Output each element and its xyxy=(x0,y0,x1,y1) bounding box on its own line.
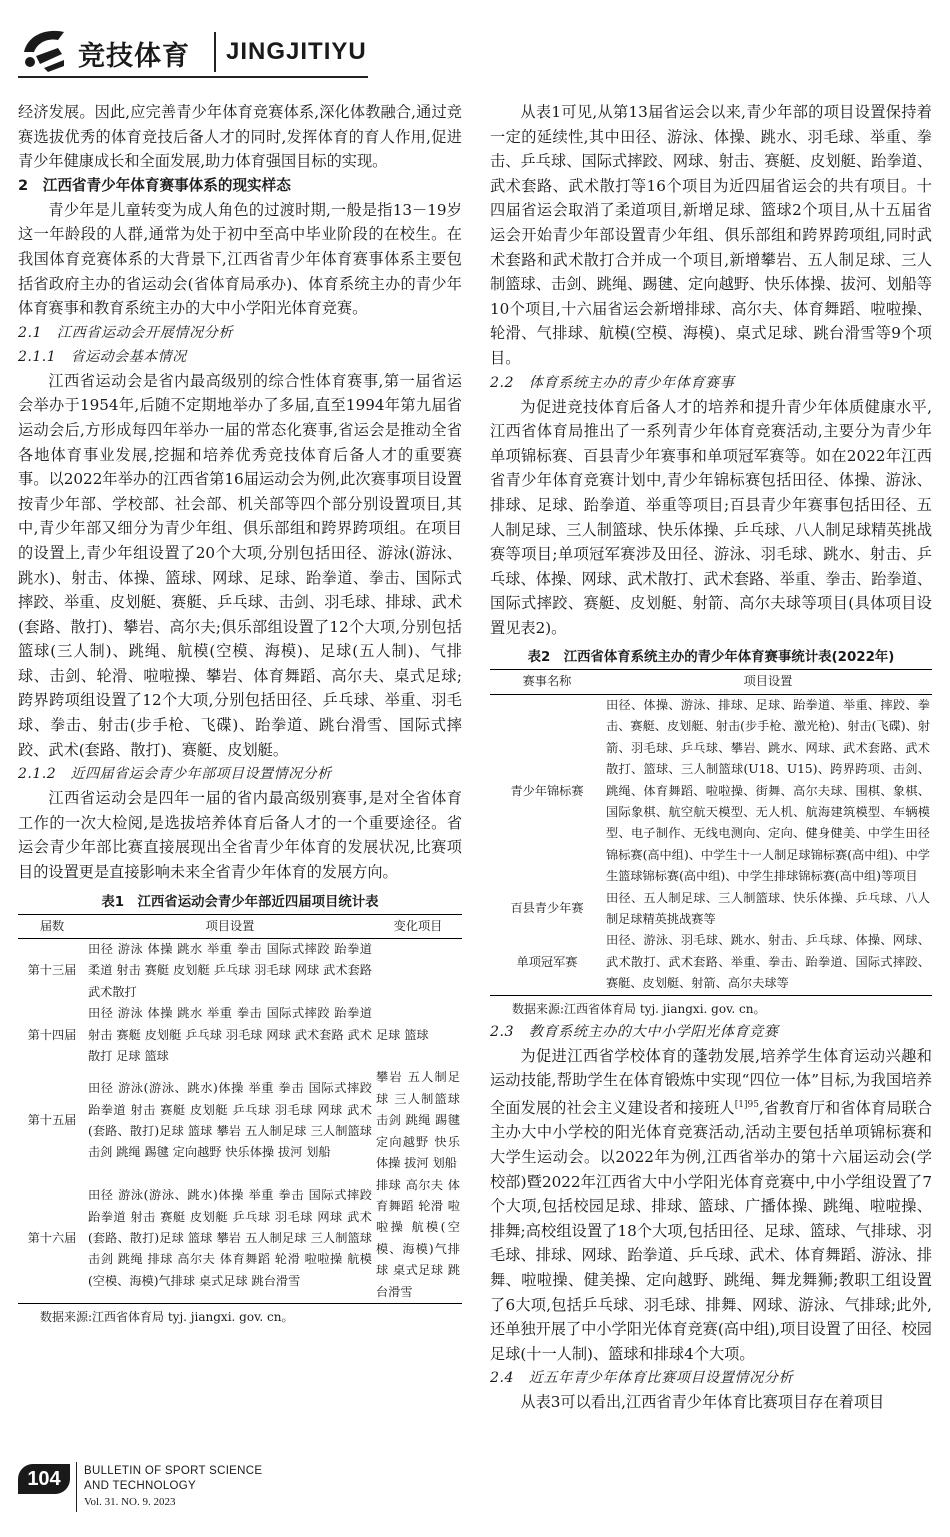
table-row xyxy=(490,694,932,887)
table-2-name-cell: 单项冠军赛 xyxy=(490,930,604,995)
table-2-header-events: 项目设置 xyxy=(604,670,932,694)
table-2-events-cell: 田径、体操、游泳、排球、足球、跆拳道、举重、摔跤、拳击、赛艇、皮划艇、射击(步手枪、激光枪)、射击(飞碟)、射箭、羽毛球、乒乓球、攀岩、跳水、网球、武术套路、武术散打、篮球、三人制篮球(U18、U15)、跨界跨项、击剑、跳绳、体育舞蹈、啦啦操、街舞、高尔夫球、围棋、象棋、国际象棋、航空航天模型、无人机、航海建筑模型、车辆模型、电子制作、无线电测向、定向、健身健美、中学生田径锦标赛(高中组)、中学生十一人制足球锦标赛(高中组)、中学生篮球锦标赛(高中组)、中学生排球锦标赛(高中组)等项目 xyxy=(606,697,930,884)
table-1-changes-cell xyxy=(374,939,462,1004)
section-2-4-heading: 2.4 近五年青少年体育比赛项目设置情况分析 xyxy=(490,1370,794,1387)
table-1-edition-cell: 第十五届 xyxy=(27,1113,77,1128)
section-2-3-paragraph xyxy=(490,1044,932,1367)
section-2-1-2-heading: 2.1.2 近四届省运会青少年部项目设置情况分析 xyxy=(18,766,332,783)
table-2-events-cell: 田径、游泳、羽毛球、跳水、射击、乒乓球、体操、网球、武术散打、武术套路、举重、拳击、跆拳道、国际式摔跤、赛艇、皮划艇、射箭、高尔夫球等 xyxy=(604,930,932,995)
section-2-2-paragraph: 为促进竞技体育后备人才的培养和提升青少年体质健康水平,江西省体育局推出了一系列青少年体育竞赛活动,主要分为青少年单项锦标赛、百县青少年赛事和单项冠军赛等。如在2022年江西省青少年体育竞赛计划中,青少年锦标赛包括田径、体操、游泳、排球、足球、跆拳道、举重等项目;百县青少年赛事包括田径、五人制足球、三人制篮球、快乐体操、乒乓球、八人制足球精英挑战赛等项目;单项冠军赛涉及田径、游泳、羽毛球、跳水、射击、乒乓球、体操、网球、武术散打、武术套路、举重、拳击、跆拳道、国际式摔跤、赛艇、皮划艇、射箭、高尔夫球等项目(具体项目设置见表2)。 xyxy=(490,397,932,637)
section-2-paragraph: 青少年是儿童转变为成人角色的过渡时期,一般是指13－19岁这一年龄段的人群,通常为处于初中至高中毕业阶段的在校生。在我国体育竞赛体系的大背景下,江西省青少年体育赛事体系主要包括省政府主办的省运动会(省体育局承办)、体育系统主办的青少年体育赛事和教育系统主办的大中小学阳光体育竞赛。 xyxy=(18,200,462,318)
table-1-edition-cell: 第十六届 xyxy=(18,1175,86,1304)
section-2-3-text-a: 为促进江西省学校体育的蓬勃发展,培养学生体育运动兴趣和运动技能,帮助学生在体育锻炼中实现“四位一体”目标,为我国培养全面发展的社会主义建设者和接班人 xyxy=(490,1046,932,1117)
section-2-heading: 2 江西省青少年体育赛事体系的现实样态 xyxy=(18,176,291,194)
table-1-changes-cell: 足球 篮球 xyxy=(376,1027,429,1042)
section-2-3-heading: 2.3 教育系统主办的大中小学阳光体育竞赛 xyxy=(490,1023,779,1040)
bulletin-line-2: AND TECHNOLOGY xyxy=(84,1480,196,1492)
journal-bulletin-name xyxy=(84,1464,262,1494)
page-footer xyxy=(18,1462,318,1522)
table-1-header-changes: 变化项目 xyxy=(374,914,462,938)
table-row xyxy=(490,888,932,931)
section-2-2-heading: 2.2 体育系统主办的青少年体育赛事 xyxy=(490,374,735,391)
table-1-changes-cell: 攀岩 五人制足球 三人制篮球 击剑 跳绳 踢毽 定向越野 快乐体操 拔河 划船 xyxy=(376,1070,460,1171)
header-rule xyxy=(18,76,368,78)
table-1-header-edition: 届数 xyxy=(18,914,86,938)
table-1-edition-cell: 第十四届 xyxy=(27,1027,77,1042)
table-1-changes-cell: 排球 高尔夫 体育舞蹈 轮滑 啦啦操 航模(空模、海模)气排球 桌式足球 跳台滑雪 xyxy=(374,1175,462,1304)
table-1-events-cell: 田径 游泳 体操 跳水 举重 拳击 国际式摔跤 跆拳道 柔道 射击 赛艇 皮划艇 乒乓球 羽毛球 网球 武术套路 武术散打 xyxy=(88,942,372,999)
left-column xyxy=(18,100,462,1328)
right-column xyxy=(490,100,932,1415)
section-2-1-1-paragraph: 江西省运动会是省内最高级别的综合性体育赛事,第一届省运会举办于1954年,后随不定期地举办了多届,直至1994年第九届省运动会后,方形成每四年举办一届的常态化赛事,省运会是推动全省各地体育事业发展,挖掘和培养优秀竞技体育后备人才的重要赛事。以2022年举办的江西省第16届运动会为例,此次赛事项目设置按青少年部、学校部、社会部、机关部等四个部分别设置项目,其中,青少年部又细分为青少年组、俱乐部组和跨界跨项组。在项目的设置上,青少年组设置了20个大项,分别包括田径、游泳(游泳、跳水)、射击、体操、篮球、网球、足球、跆拳道、拳击、国际式摔跤、举重、皮划艇、赛艇、乒乓球、击剑、羽毛球、排球、武术(套路、散打)、攀岩、高尔夫;俱乐部组设置了12个大项,分别包括篮球(三人制)、跳绳、航模(空模、海模)、足球(五人制)、气排球、击剑、轮滑、啦啦操、攀岩、体育舞蹈、高尔夫、桌式足球;跨界跨项组设置了12个大项,分别包括田径、乒乓球、举重、羽毛球、拳击、射击(步手枪、飞碟)、跆拳道、跳台滑雪、国际式摔跤、武术(套路、散打)、赛艇、皮划艇。 xyxy=(18,371,462,759)
table-1-edition-cell: 第十三届 xyxy=(27,963,77,978)
journal-logo-icon xyxy=(18,22,70,74)
table-2 xyxy=(490,669,932,995)
table-2-events-cell: 田径、五人制足球、三人制篮球、快乐体操、乒乓球、八人制足球精英挑战赛等 xyxy=(606,890,930,926)
intro-paragraph: 经济发展。因此,应完善青少年体育竞赛体系,深化体教融合,通过竞赛选拔优秀的体育竞技后备人才的同时,发挥体育的育人作用,促进青少年健康成长和全面发展,助力体育强国目标的实现。 xyxy=(18,103,462,171)
section-2-1-heading: 2.1 江西省运动会开展情况分析 xyxy=(18,324,234,341)
table-row xyxy=(18,1067,462,1174)
table-1-events-cell: 田径 游泳(游泳、跳水)体操 举重 拳击 国际式摔跤 跆拳道 射击 赛艇 皮划艇 乒乓球 羽毛球 网球 武术(套路、散打)足球 篮球 攀岩 五人制足球 三人制篮球 击剑 跳绳 排球 高尔夫 体育舞蹈 轮滑 啦啦操 航模(空模、海模)气排球 桌式足球 跳台滑雪 xyxy=(86,1175,374,1304)
journal-title-en: JINGJITIYU xyxy=(226,38,367,65)
table-2-name-cell: 青少年锦标赛 xyxy=(510,783,584,798)
table-row xyxy=(18,1175,462,1304)
table-1-header-events: 项目设置 xyxy=(86,914,374,938)
journal-header xyxy=(18,20,378,82)
table-row xyxy=(18,939,462,1004)
section-2-4-paragraph: 从表3可以看出,江西省青少年体育比赛项目存在着项目 xyxy=(520,1393,885,1412)
section-2-1-1-heading: 2.1.1 省运动会基本情况 xyxy=(18,348,187,365)
table-1-source: 数据来源:江西省体育局 tyj. jiangxi. gov. cn。 xyxy=(40,1309,294,1324)
citation-ref: [1]95 xyxy=(734,1099,759,1110)
table-row xyxy=(490,930,932,995)
table-2-source: 数据来源:江西省体育局 tyj. jiangxi. gov. cn。 xyxy=(512,1001,766,1016)
journal-title-cn: 竞技体育 xyxy=(78,41,190,72)
table-1-caption: 表1 江西省运动会青少年部近四届项目统计表 xyxy=(101,894,379,910)
section-2-1-2-paragraph: 江西省运动会是四年一届的省内最高级别赛事,是对全省体育工作的一次大检阅,是选拔培养体育后备人才的一个重要途径。省运会青少年部比赛直接展现出全省青少年体育的发展状况,比赛项目的设置更是直接影响未来全省青少年体育的发展方向。 xyxy=(18,789,462,882)
volume-info: Vol. 31. NO. 9. 2023 xyxy=(84,1496,176,1508)
table-row xyxy=(18,1003,462,1067)
table-2-caption: 表2 江西省体育系统主办的青少年体育赛事统计表(2022年) xyxy=(527,650,895,666)
footer-divider xyxy=(76,1462,77,1512)
table-2-name-cell: 百县青少年赛 xyxy=(510,901,584,916)
bulletin-line-1: BULLETIN OF SPORT SCIENCE xyxy=(84,1465,263,1477)
header-divider xyxy=(214,32,216,72)
page-number: 104 xyxy=(18,1464,70,1494)
table-1-discussion-paragraph: 从表1可见,从第13届省运会以来,青少年部的项目设置保持着一定的延续性,其中田径、游泳、体操、跳水、羽毛球、举重、拳击、乒乓球、国际式摔跤、网球、射击、赛艇、皮划艇、跆拳道、武术套路、武术散打等16个项目为近四届省运会的共有项目。十四届省运会取消了柔道项目,新增足球、篮球2个项目,从十五届省运会开始青少年部设置青少年组、俱乐部组和跨界跨项组,同时武术套路和武术散打合并成一个项目,新增攀岩、五人制足球、三人制篮球、击剑、跳绳、踢毽、定向越野、快乐体操、拔河、划船等10个项目,十六届省运会新增排球、高尔夫、体育舞蹈、啦啦操、轮滑、气排球、航模(空模、海模)、桌式足球、跳台滑雪等9个项目。 xyxy=(490,103,932,367)
table-1-events-cell: 田径 游泳 体操 跳水 举重 拳击 国际式摔跤 跆拳道 射击 赛艇 皮划艇 乒乓球 羽毛球 网球 武术套路 武术散打 足球 篮球 xyxy=(88,1006,372,1064)
section-2-3-text-b: ,省教育厅和省体育局联合主办大中小学校的阳光体育竞赛活动,活动主要包括单项锦标赛和大学生运动会。以2022年为例,江西省举办的第十六届运动会(学校部)暨2022年江西省大中小学阳光体育竞赛中,中小学组设置了7个大项,包括校园足球、排球、篮球、广播体操、跳绳、啦啦操、排舞;高校组设置了18个大项,包括田径、足球、篮球、气排球、羽毛球、排球、网球、跆拳道、乒乓球、武术、体育舞蹈、游泳、排舞、啦啦操、健美操、定向越野、跳绳、舞龙舞狮;教职工组设置了6大项,包括乒乓球、羽毛球、排舞、网球、游泳、气排球;此外,还单独开展了中小学阳光体育竞赛(高中组),项目设置了田径、校园足球(十一人制)、篮球和排球4个大项。 xyxy=(490,1098,933,1363)
table-1-events-cell: 田径 游泳(游泳、跳水)体操 举重 拳击 国际式摔跤 跆拳道 射击 赛艇 皮划艇 乒乓球 羽毛球 网球 武术(套路、散打)足球 篮球 攀岩 五人制足球 三人制篮球 击剑 跳绳 踢毽 定向越野 快乐体操 拔河 划船 xyxy=(88,1081,372,1160)
table-2-header-name: 赛事名称 xyxy=(490,670,604,694)
table-1 xyxy=(18,914,462,1304)
